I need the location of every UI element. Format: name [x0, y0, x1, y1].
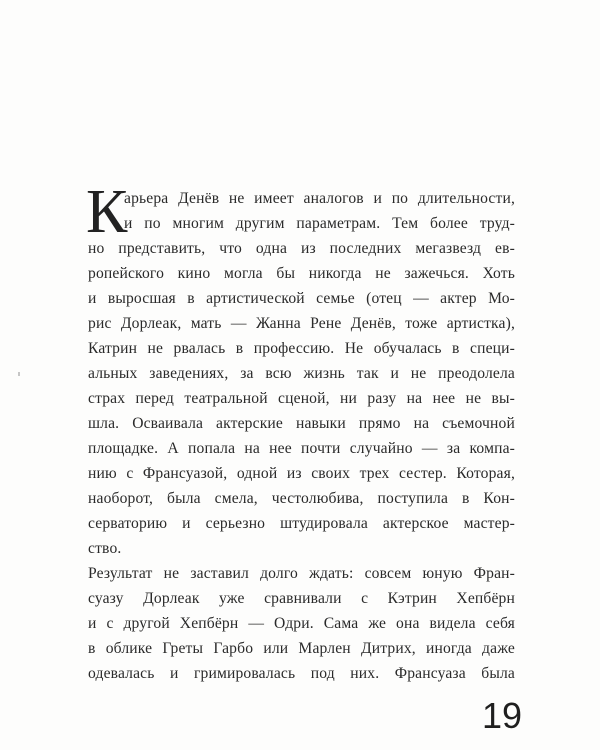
text-line: нию с Франсуазой, одной из своих трех сестер. Которая,: [88, 465, 515, 482]
text-line: шла. Осваивала актерские навыки прямо на съемочной: [88, 415, 515, 432]
text-line: и по многим другим параметрам. Тем более труд-: [124, 215, 515, 232]
text-line: ропейского кино могла бы никогда не зажечься. Хоть: [88, 265, 515, 282]
text-line: Катрин не рвалась в профессию. Не обучалась в специ-: [88, 340, 515, 357]
text-line: Результат не заставил долго ждать: совсем юную Фран-: [88, 565, 515, 582]
text-line: суазу Дорлеак уже сравнивали с Кэтрин Хепбёрн: [88, 590, 515, 607]
page-number: 19: [481, 695, 522, 736]
text-line: и с другой Хепбёрн — Одри. Сама же она видела себя: [88, 615, 515, 632]
text-line: страх перед театральной сценой, ни разу на нее не вы-: [88, 390, 515, 407]
text-line: наоборот, была смела, честолюбива, поступила в Кон-: [88, 490, 515, 507]
text-line: ство.: [88, 540, 122, 557]
text-line: серваторию и серьезно штудировала актерское мастер-: [88, 515, 515, 532]
margin-mark: [18, 372, 20, 376]
text-line: площадке. А попала на нее почти случайно — за компа-: [88, 440, 515, 457]
drop-cap: К: [86, 178, 128, 246]
text-line: альных заведениях, за всю жизнь так и не преодолела: [88, 365, 515, 382]
text-line: в облике Греты Гарбо или Марлен Дитрих, иногда даже: [88, 640, 515, 657]
text-line: рис Дорлеак, мать — Жанна Рене Денёв, тоже артистка),: [88, 315, 515, 332]
text-line: и выросшая в артистической семье (отец — актер Мо-: [88, 290, 515, 307]
text-line: арьера Денёв не имеет аналогов и по длительности,: [124, 190, 515, 207]
text-line: одевалась и гримировалась под них. Франсуаза была: [88, 665, 515, 682]
text-line: но представить, что одна из последних мегазвезд ев-: [88, 240, 515, 257]
